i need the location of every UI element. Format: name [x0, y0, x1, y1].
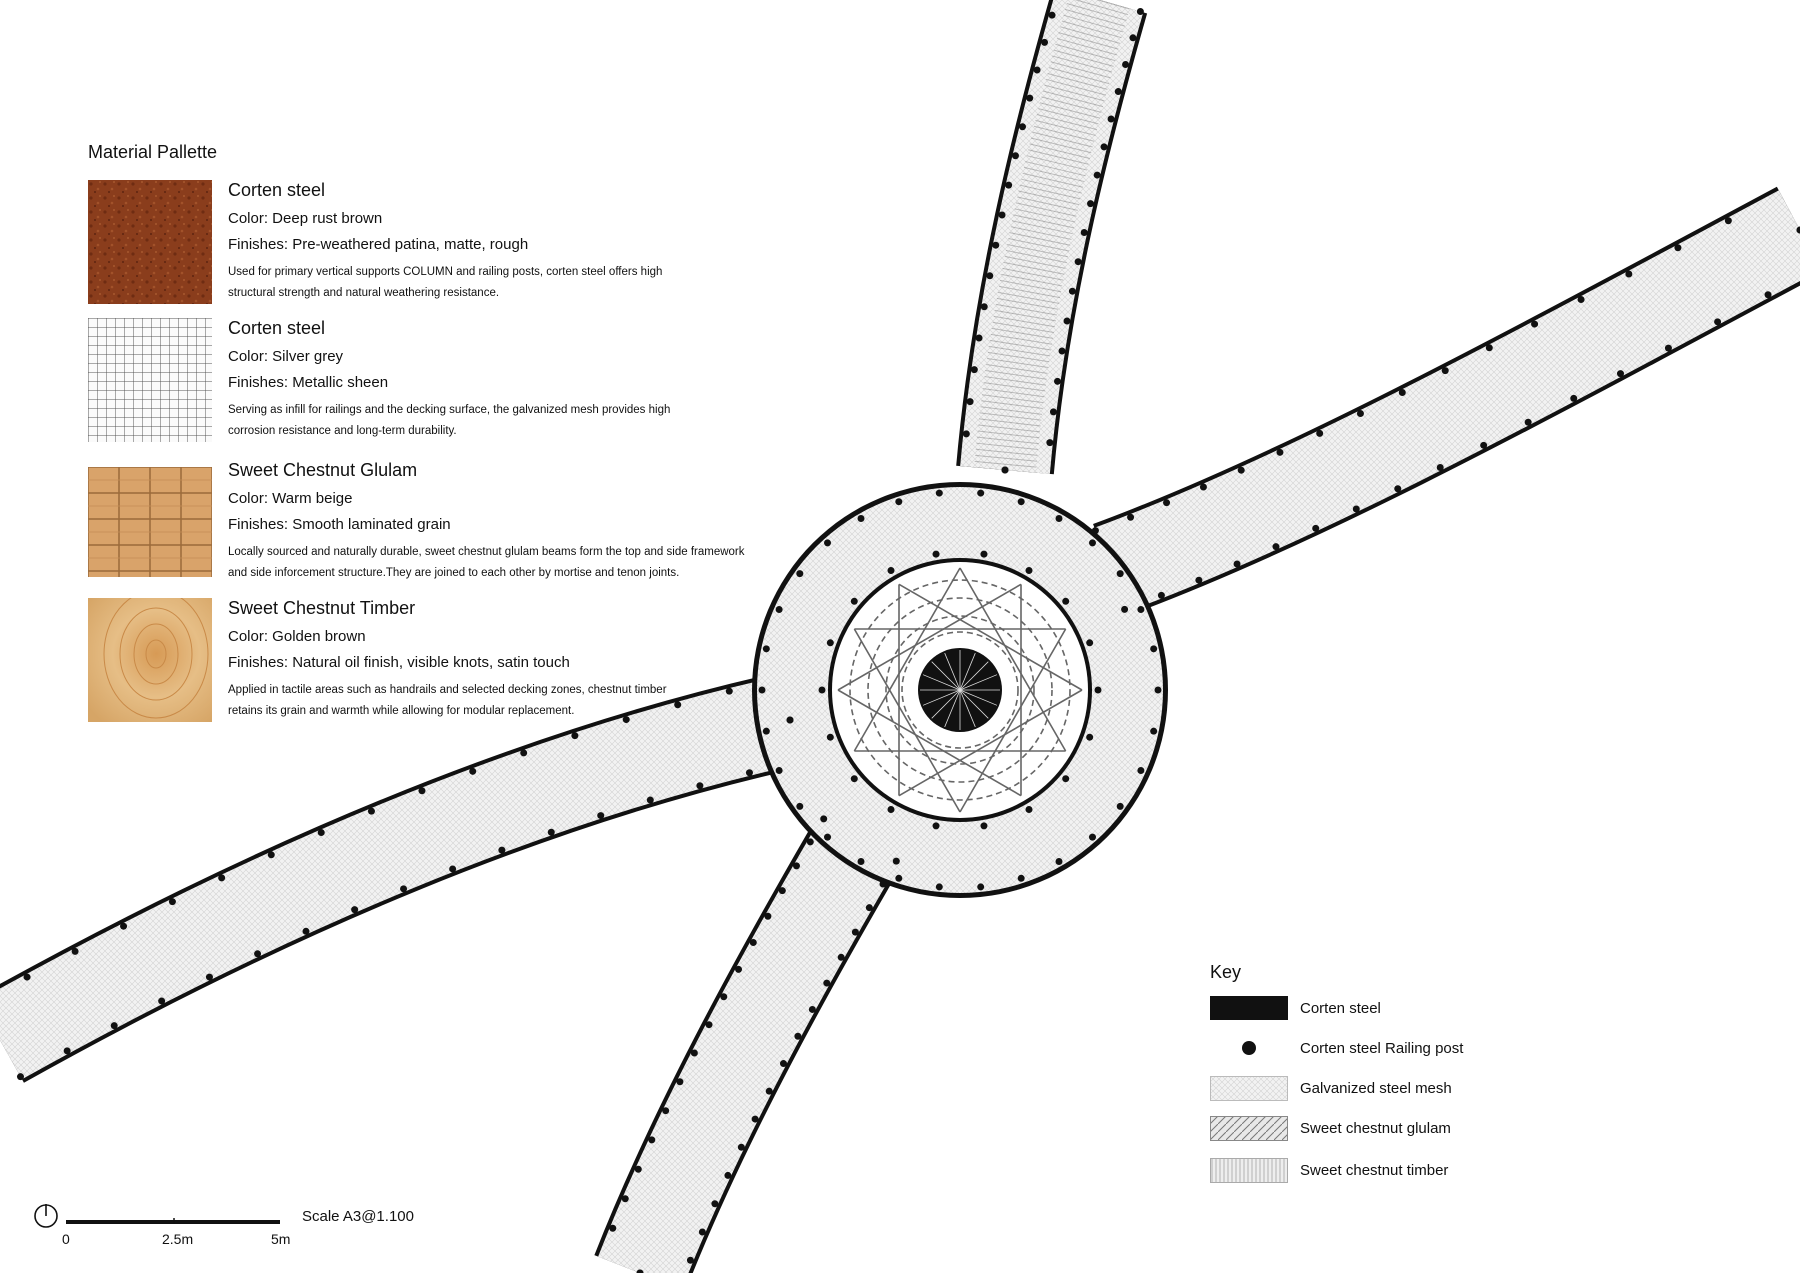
railing-post — [571, 732, 578, 739]
railing-post — [696, 782, 703, 789]
material-chestnut-timber — [88, 598, 768, 722]
railing-post — [1002, 467, 1009, 474]
railing-post — [1069, 288, 1076, 295]
material-color: Color: Golden brown — [228, 628, 366, 645]
solid-black-swatch — [1210, 996, 1288, 1022]
railing-post — [597, 812, 604, 819]
railing-post — [866, 904, 873, 911]
railing-post — [699, 1229, 706, 1236]
walkway-east — [1110, 230, 1800, 570]
railing-post — [796, 803, 803, 810]
railing-post — [999, 211, 1006, 218]
railing-post — [1442, 367, 1449, 374]
railing-post — [971, 366, 978, 373]
railing-post — [72, 948, 79, 955]
corten-core — [918, 648, 1002, 732]
railing-post — [807, 838, 814, 845]
railing-post — [1046, 439, 1053, 446]
material-description: Applied in tactile areas such as handrails and selected decking zones, chestnut timber — [228, 684, 667, 696]
black-dot-icon — [1210, 1036, 1288, 1062]
railing-post — [1674, 244, 1681, 251]
railing-post — [418, 787, 425, 794]
railing-post — [776, 606, 783, 613]
railing-post — [851, 598, 858, 605]
railing-post — [268, 851, 275, 858]
railing-post — [888, 567, 895, 574]
key-item-railing-post — [1210, 1036, 1510, 1062]
railing-post — [1234, 560, 1241, 567]
railing-post — [622, 1195, 629, 1202]
railing-post — [1018, 498, 1025, 505]
material-color: Color: Deep rust brown — [228, 210, 383, 227]
railing-post — [1115, 88, 1122, 95]
railing-post — [780, 1060, 787, 1067]
railing-post — [1059, 348, 1066, 355]
railing-post — [1095, 687, 1102, 694]
railing-post — [449, 865, 456, 872]
railing-post — [1012, 152, 1019, 159]
key-item-steel-mesh — [1210, 1076, 1510, 1102]
railing-post — [963, 430, 970, 437]
railing-post — [819, 687, 826, 694]
material-color: Color: Warm beige — [228, 490, 353, 507]
railing-post — [1625, 271, 1632, 278]
railing-post — [1570, 395, 1577, 402]
railing-post — [1200, 483, 1207, 490]
scale-bar — [32, 1200, 452, 1250]
key-item-timber — [1210, 1158, 1510, 1184]
railing-post — [218, 874, 225, 881]
railing-post — [635, 1166, 642, 1173]
railing-post — [793, 862, 800, 869]
material-steel-mesh — [88, 318, 768, 442]
railing-post — [1195, 577, 1202, 584]
railing-post — [1238, 467, 1245, 474]
railing-post — [1312, 525, 1319, 532]
railing-post — [986, 272, 993, 279]
railing-post — [24, 974, 31, 981]
key-label: Galvanized steel mesh — [1300, 1080, 1452, 1097]
material-name: Corten steel — [228, 318, 326, 338]
pallette-title: Material Pallette — [88, 142, 218, 162]
key-label: Corten steel Railing post — [1300, 1040, 1464, 1057]
railing-post — [1272, 543, 1279, 550]
material-name: Sweet Chestnut Glulam — [228, 460, 418, 480]
railing-post — [1437, 464, 1444, 471]
railing-post — [976, 335, 983, 342]
mesh-swatch — [88, 318, 212, 442]
glulam-swatch — [88, 460, 212, 584]
key-label: Corten steel — [1300, 1000, 1381, 1017]
key-label: Sweet chestnut glulam — [1300, 1120, 1451, 1137]
key-title: Key — [1210, 962, 1242, 982]
railing-post — [1056, 858, 1063, 865]
railing-post — [746, 769, 753, 776]
material-description: retains its grain and warmth while allowing for modular replacement. — [228, 705, 575, 717]
railing-post — [764, 913, 771, 920]
railing-post — [1056, 515, 1063, 522]
railing-post — [880, 880, 887, 887]
railing-post — [1353, 506, 1360, 513]
railing-post — [1018, 875, 1025, 882]
railing-post — [302, 928, 309, 935]
railing-post — [1150, 645, 1157, 652]
railing-post — [1092, 527, 1099, 534]
railing-post — [1714, 318, 1721, 325]
railing-post — [1026, 95, 1033, 102]
railing-post — [787, 717, 794, 724]
railing-post — [820, 815, 827, 822]
railing-post — [981, 303, 988, 310]
railing-post — [1086, 734, 1093, 741]
railing-post — [676, 1078, 683, 1085]
railing-post — [1486, 344, 1493, 351]
material-description: Locally sourced and naturally durable, sweet chestnut glulam beams form the top and side framework — [228, 546, 745, 558]
mesh-hatch-swatch — [1210, 1076, 1288, 1102]
railing-post — [120, 923, 127, 930]
railing-post — [1129, 34, 1136, 41]
railing-post — [766, 1088, 773, 1095]
railing-post — [1005, 182, 1012, 189]
railing-post — [752, 1116, 759, 1123]
railing-post — [893, 858, 900, 865]
railing-post — [1163, 499, 1170, 506]
railing-post — [1117, 803, 1124, 810]
railing-post — [977, 883, 984, 890]
railing-post — [967, 398, 974, 405]
material-finish: Finishes: Smooth laminated grain — [228, 516, 451, 533]
railing-post — [735, 966, 742, 973]
railing-post — [1026, 567, 1033, 574]
railing-post — [1062, 775, 1069, 782]
railing-post — [1087, 200, 1094, 207]
material-finish: Finishes: Pre-weathered patina, matte, rough — [228, 236, 529, 253]
railing-post — [1158, 592, 1165, 599]
material-name: Sweet Chestnut Timber — [228, 598, 416, 618]
railing-post — [1480, 442, 1487, 449]
scale-tick-label: 0 — [62, 1231, 70, 1247]
railing-post — [1094, 172, 1101, 179]
railing-post — [1121, 606, 1128, 613]
material-finish: Finishes: Natural oil finish, visible knots, satin touch — [228, 654, 570, 671]
railing-post — [520, 749, 527, 756]
railing-post — [1117, 570, 1124, 577]
railing-post — [1122, 61, 1129, 68]
railing-post — [838, 954, 845, 961]
north-arrow-icon — [35, 1204, 57, 1227]
diagonal-hatch-swatch — [1210, 1116, 1288, 1142]
railing-post — [1108, 116, 1115, 123]
railing-post — [1155, 687, 1162, 694]
railing-post — [827, 639, 834, 646]
railing-post — [1137, 767, 1144, 774]
railing-post — [662, 1107, 669, 1114]
railing-post — [992, 242, 999, 249]
railing-post — [351, 906, 358, 913]
railing-post — [1725, 217, 1732, 224]
railing-post — [1525, 419, 1532, 426]
railing-post — [858, 858, 865, 865]
railing-post — [111, 1022, 118, 1029]
material-description: and side inforcement structure.They are joined to each other by mortise and tenon joints. — [228, 567, 680, 579]
railing-post — [64, 1047, 71, 1054]
scale-tick-label: 2.5m — [162, 1231, 194, 1247]
material-pallette — [88, 142, 768, 717]
railing-post — [1765, 291, 1772, 298]
walkway-west — [0, 720, 790, 1040]
timber-swatch — [88, 598, 212, 722]
railing-post — [1137, 606, 1144, 613]
railing-post — [750, 939, 757, 946]
railing-post — [1064, 317, 1071, 324]
railing-post — [738, 1144, 745, 1151]
railing-post — [368, 808, 375, 815]
railing-post — [824, 539, 831, 546]
railing-post — [936, 883, 943, 890]
railing-post — [895, 875, 902, 882]
railing-post — [548, 829, 555, 836]
railing-post — [691, 1050, 698, 1057]
railing-post — [824, 834, 831, 841]
railing-post — [809, 1006, 816, 1013]
railing-post — [823, 980, 830, 987]
railing-post — [1276, 449, 1283, 456]
railing-post — [895, 498, 902, 505]
legend-key — [1210, 962, 1510, 1179]
railing-post — [980, 551, 987, 558]
railing-post — [318, 829, 325, 836]
key-item-glulam — [1210, 1116, 1510, 1142]
railing-post — [763, 728, 770, 735]
railing-post — [827, 734, 834, 741]
material-chestnut-glulam — [88, 460, 768, 584]
railing-post — [1578, 296, 1585, 303]
railing-post — [1665, 345, 1672, 352]
railing-post — [779, 887, 786, 894]
scale-tick-label: 5m — [271, 1231, 291, 1247]
railing-post — [720, 993, 727, 1000]
railing-post — [1086, 639, 1093, 646]
railing-post — [1054, 378, 1061, 385]
railing-post — [724, 1172, 731, 1179]
railing-post — [980, 822, 987, 829]
railing-post — [1041, 39, 1048, 46]
railing-post — [469, 768, 476, 775]
railing-post — [687, 1257, 694, 1264]
railing-post — [1150, 728, 1157, 735]
railing-post — [933, 551, 940, 558]
railing-post — [852, 929, 859, 936]
material-description: corrosion resistance and long-term durability. — [228, 425, 457, 437]
railing-post — [1026, 806, 1033, 813]
railing-post — [1075, 258, 1082, 265]
railing-post — [1089, 539, 1096, 546]
railing-post — [794, 1033, 801, 1040]
railing-post — [1531, 321, 1538, 328]
railing-post — [1081, 229, 1088, 236]
vertical-hatch-swatch — [1210, 1158, 1288, 1184]
railing-post — [1050, 408, 1057, 415]
railing-post — [498, 847, 505, 854]
railing-post — [933, 822, 940, 829]
railing-post — [647, 797, 654, 804]
railing-post — [1316, 430, 1323, 437]
railing-post — [169, 898, 176, 905]
railing-post — [1127, 514, 1134, 521]
material-color: Color: Silver grey — [228, 348, 344, 365]
railing-post — [936, 490, 943, 497]
rust-swatch — [88, 180, 212, 304]
railing-post — [1034, 67, 1041, 74]
railing-post — [1394, 485, 1401, 492]
railing-post — [400, 885, 407, 892]
key-label: Sweet chestnut timber — [1300, 1162, 1449, 1179]
scale-bar-graphic — [32, 1200, 292, 1234]
material-description: Used for primary vertical supports COLUMN and railing posts, corten steel offers high — [228, 266, 663, 278]
railing-post — [1049, 12, 1056, 19]
railing-post — [158, 998, 165, 1005]
railing-post — [977, 490, 984, 497]
railing-post — [1137, 8, 1144, 15]
railing-post — [1357, 410, 1364, 417]
railing-post — [1399, 389, 1406, 396]
scale-label: Scale A3@1.100 — [302, 1208, 414, 1225]
material-description: Serving as infill for railings and the decking surface, the galvanized mesh provides high — [228, 404, 671, 416]
railing-post — [796, 570, 803, 577]
railing-post — [776, 767, 783, 774]
railing-post — [888, 806, 895, 813]
material-description: structural strength and natural weathering resistance. — [228, 287, 500, 299]
railing-post — [1062, 598, 1069, 605]
railing-post — [851, 775, 858, 782]
railing-post — [206, 974, 213, 981]
material-corten-steel — [88, 180, 768, 304]
railing-post — [648, 1136, 655, 1143]
railing-post — [254, 950, 261, 957]
railing-post — [858, 515, 865, 522]
walkway-south — [640, 840, 860, 1273]
railing-post — [1617, 370, 1624, 377]
railing-post — [1101, 143, 1108, 150]
key-item-corten — [1210, 996, 1510, 1022]
railing-post — [17, 1073, 24, 1080]
material-name: Corten steel — [228, 180, 326, 200]
railing-post — [1089, 834, 1096, 841]
railing-post — [609, 1225, 616, 1232]
railing-post — [711, 1200, 718, 1207]
railing-post — [706, 1021, 713, 1028]
railing-post — [1019, 123, 1026, 130]
material-finish: Finishes: Metallic sheen — [228, 374, 389, 391]
